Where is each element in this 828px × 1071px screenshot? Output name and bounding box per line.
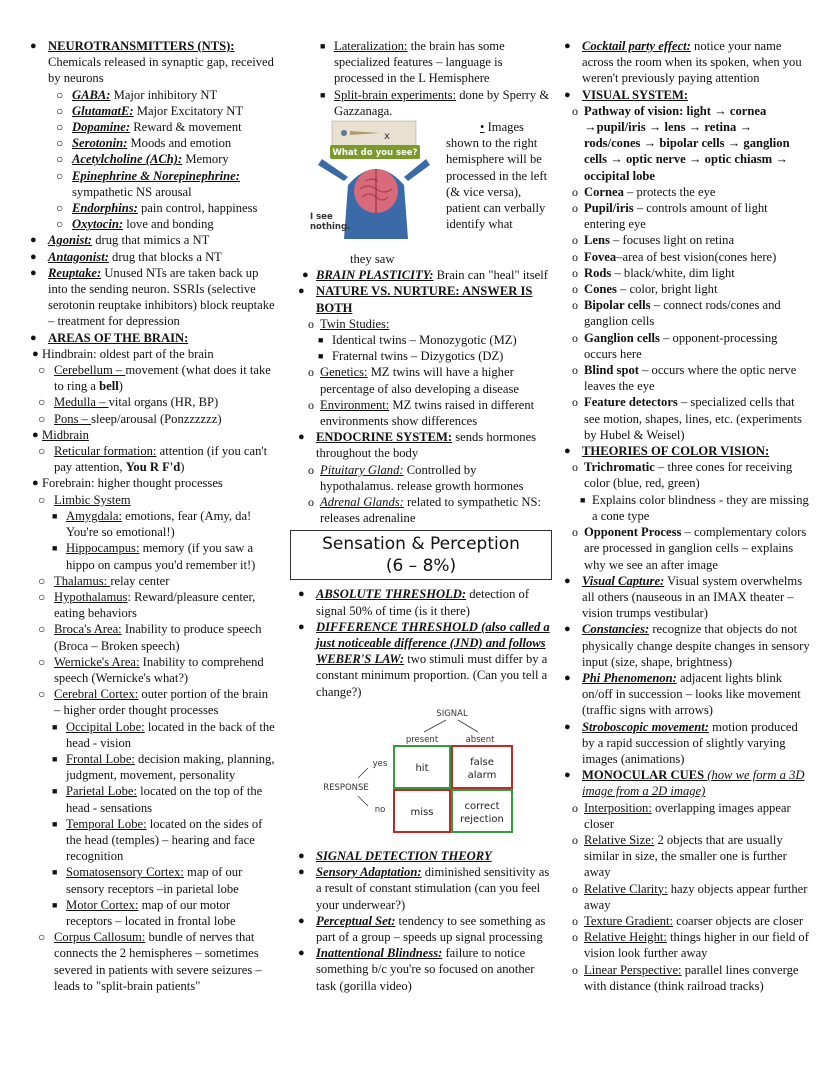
circle-bullet-icon: ○ <box>38 395 46 410</box>
list-item: o Twin Studies: <box>308 316 390 331</box>
list-item: ■ Hippocampus: memory (if you saw a hippo on campus you'd remember it!) <box>52 541 256 572</box>
circle-bullet-icon: o <box>308 316 314 331</box>
list-item: o Texture Gradient: coarser objects are closer <box>572 913 804 928</box>
list-item: o Pituitary Gland: Controlled by hypothalamus. release growth hormones <box>308 462 524 493</box>
bullet-icon: ● <box>298 849 305 862</box>
list-item: o Relative Height: things higher in our field of vision look further away <box>572 930 809 961</box>
circle-bullet-icon: o <box>572 184 578 199</box>
split-brain-illustration <box>308 119 440 247</box>
list-item: ○ Cerebellum – movement (what does it take to ring a bell) <box>38 363 271 394</box>
section-title: Sensation & Perception <box>322 534 520 555</box>
no-label: no <box>374 804 386 815</box>
square-bullet-icon: ■ <box>52 753 58 764</box>
bullet-icon: ● <box>564 769 571 782</box>
list-item: ■ Fraternal twins – Dizygotics (DZ) <box>318 349 504 364</box>
list-item: ● Constancies: recognize that objects do not physically change despite changes in sensory input (size, shape, brightness) <box>564 622 810 669</box>
bullet-icon: ● <box>30 40 37 52</box>
circle-bullet-icon: ○ <box>38 363 46 378</box>
list-item: ● Cocktail party effect: notice your name across the room when its spoken, when you weren't previously paying attention <box>564 39 802 86</box>
circle-bullet-icon: o <box>572 298 578 313</box>
hit-label: hit <box>415 762 429 774</box>
circle-bullet-icon: o <box>572 233 578 248</box>
list-item: ■ Temporal Lobe: located on the sides of the head (temples) – hearing and face recognition <box>52 816 263 864</box>
square-bullet-icon: ■ <box>320 89 326 100</box>
circle-bullet-icon: ○ <box>56 120 64 135</box>
list-item: ● Sensory Adaptation: diminished sensitivity as a result of constant stimulation (can you feel your underwear?) <box>298 865 550 912</box>
correct-rejection-label-1: correct <box>464 800 500 812</box>
bullet-icon: ● <box>30 266 37 279</box>
circle-bullet-icon: ○ <box>38 687 46 702</box>
list-item: ○ Corpus Callosum: bundle of nerves that connects the 2 hemispheres – sometimes severed in patients with severe seizures – leads to "split-brain patients" <box>38 930 262 993</box>
svg-text:What do you see?: What do you see? <box>332 148 418 159</box>
false-alarm-label-2: alarm <box>467 769 497 781</box>
circle-bullet-icon: o <box>572 832 578 847</box>
svg-text:x: x <box>384 131 390 143</box>
list-item: ● Antagonist: drug that blocks a NT <box>30 249 222 264</box>
list-item: ○ Thalamus: relay center <box>38 573 170 588</box>
bullet-icon: ● <box>32 347 39 360</box>
list-item: ○ GABA: Major inhibitory NT <box>56 87 218 102</box>
list-item: ○ Acetylcholine (ACh): Memory <box>56 152 229 167</box>
list-item: ○ Pons – sleep/arousal (Ponzzzzzz) <box>38 411 222 426</box>
list-item: ● Forebrain: higher thought processes <box>32 476 223 491</box>
circle-bullet-icon: ○ <box>56 103 64 118</box>
square-bullet-icon: ■ <box>52 867 58 878</box>
bullet-icon: ● <box>564 623 571 636</box>
bullet-icon: ● <box>564 40 571 52</box>
list-item: ○ Reticular formation: attention (if you can't pay attention, You R F'd) <box>38 444 268 475</box>
list-item: o Fovea–area of best vision(cones here) <box>572 249 777 264</box>
circle-bullet-icon: o <box>572 460 578 475</box>
list-item: ● SIGNAL DETECTION THEORY <box>298 848 492 863</box>
list-item: ● AREAS OF THE BRAIN: <box>30 330 189 345</box>
circle-bullet-icon: ○ <box>38 654 46 669</box>
list-item: ■ Identical twins – Monozygotic (MZ) <box>318 333 517 348</box>
list-item: ○ Wernicke's Area: Inability to comprehend speech (Wernicke's what?) <box>38 654 264 685</box>
list-item: o Interposition: overlapping images appear closer <box>572 800 791 831</box>
list-item: ● ENDOCRINE SYSTEM: sends hormones throughout the body <box>298 430 537 461</box>
signal-label: SIGNAL <box>436 708 468 719</box>
list-item: ● Stroboscopic movement: motion produced by a rapid succession of slightly varying images (animations) <box>564 719 798 766</box>
circle-bullet-icon: o <box>572 249 578 264</box>
bullet-icon: ● <box>564 671 571 684</box>
bullet-icon: ● <box>564 88 571 101</box>
list-item: o Rods – black/white, dim light <box>572 265 735 280</box>
list-item: ● BRAIN PLASTICITY: Brain can "heal" itself <box>302 268 548 283</box>
circle-bullet-icon: o <box>308 495 314 510</box>
circle-bullet-icon: ○ <box>38 444 46 459</box>
circle-bullet-icon: ○ <box>56 152 64 167</box>
circle-bullet-icon: o <box>572 525 578 540</box>
false-alarm-label-1: false <box>470 756 494 768</box>
list-item: ■ Amygdala: emotions, fear (Amy, da! You're so emotional!) <box>52 508 252 540</box>
list-item: ● DIFFERENCE THRESHOLD (also called a just noticeable difference (JND) and follows WEBER'S LAW: two stimuli must differ by a constant minimum proportion. (Can you tell a change?) <box>298 619 550 699</box>
square-bullet-icon: ■ <box>52 721 58 732</box>
circle-bullet-icon: ○ <box>38 589 46 604</box>
list-item: ○ Endorphins: pain control, happiness <box>56 201 258 216</box>
bullet-icon: ● <box>302 269 309 282</box>
square-bullet-icon: ■ <box>52 818 58 829</box>
circle-bullet-icon: o <box>572 201 578 216</box>
list-item: o Adrenal Glands: related to sympathetic NS: releases adrenaline <box>308 495 541 526</box>
svg-text:nothing.: nothing. <box>310 222 351 233</box>
list-item: ■ Motor Cortex: map of our motor receptors – located in frontal lobe <box>52 897 236 928</box>
list-item: o Lens – focuses light on retina <box>572 233 735 248</box>
circle-bullet-icon: ○ <box>56 87 64 102</box>
list-item: ○ Serotonin: Moods and emotion <box>56 136 232 151</box>
circle-bullet-icon: ○ <box>56 168 64 183</box>
list-item: o Ganglion cells – opponent-processing occurs here <box>572 330 778 361</box>
list-item: ○ Medulla – vital organs (HR, BP) <box>38 395 219 410</box>
bullet-icon: ● <box>564 445 571 458</box>
square-bullet-icon: ■ <box>318 335 324 346</box>
column-3 <box>562 38 810 994</box>
circle-bullet-icon: ○ <box>38 411 46 426</box>
list-item: ■ Parietal Lobe: located on the top of the head - sensations <box>52 784 263 815</box>
list-item: ● NEUROTRANSMITTERS (NTS): Chemicals released in synaptic gap, received by neurons <box>30 39 274 86</box>
list-item: ■ Frontal Lobe: decision making, planning, judgment, movement, personality <box>52 751 275 783</box>
bullet-icon: ● <box>30 234 37 247</box>
bullet-icon: ● <box>30 331 37 344</box>
column-1 <box>28 38 276 994</box>
response-label: RESPONSE <box>323 782 369 793</box>
circle-bullet-icon: ○ <box>56 136 64 151</box>
circle-bullet-icon: o <box>572 265 578 280</box>
list-item: ○ Oxytocin: love and bonding <box>56 217 214 232</box>
column-2 <box>296 38 552 994</box>
circle-bullet-icon: o <box>572 282 578 297</box>
signal-detection-matrix <box>296 700 552 848</box>
circle-bullet-icon: o <box>572 330 578 345</box>
list-item: ○ Epinephrine & Norepinephrine: sympathetic NS arousal <box>56 168 240 199</box>
bullet-icon: ● <box>298 914 305 927</box>
list-item: o Blind spot – occurs where the optic nerve leaves the eye <box>572 363 797 394</box>
bullet-icon: ● <box>298 947 305 960</box>
list-item: ○ Cerebral Cortex: outer portion of the brain – higher order thought processes <box>38 687 269 718</box>
list-item: ● Inattentional Blindness: failure to notice something b/c you're so focused on another task (gorilla video) <box>298 946 535 993</box>
list-item: o Linear Perspective: parallel lines converge with distance (think railroad tracks) <box>572 962 799 993</box>
correct-rejection-label-2: rejection <box>460 813 504 825</box>
list-item: ● Hindbrain: oldest part of the brain <box>32 346 214 361</box>
list-item: o Pupil/iris – controls amount of light entering eye <box>572 201 768 232</box>
section-percent: (6 – 8%) <box>385 556 457 577</box>
absent-label: absent <box>465 734 495 745</box>
list-item: ■ Explains color blindness - they are missing a cone type <box>580 492 809 523</box>
list-item: o Relative Size: 2 objects that are usually similar in size, the smaller one is further away <box>572 832 787 880</box>
circle-bullet-icon: o <box>572 103 578 118</box>
yes-label: yes <box>372 758 388 769</box>
list-item: o Opponent Process – complementary colors are processed in ganglion cells – explains why we see an after image <box>572 525 807 572</box>
list-item: ● Phi Phenomenon: adjacent lights blink on/off in succession – looks like movement (traffic signs with arrows) <box>564 670 801 718</box>
list-item: ● Reuptake: Unused NTs are taken back up into the sending neuron. SSRIs (selective serotonin reuptake inhibitors) block reuptake – treatment for depression <box>30 265 275 329</box>
circle-bullet-icon: ○ <box>38 930 46 945</box>
circle-bullet-icon: o <box>572 800 578 815</box>
list-item: ■ Occipital Lobe: located in the back of the head - vision <box>52 719 275 750</box>
signal-arrow-right <box>458 720 478 732</box>
bullet-icon: ● <box>30 250 37 263</box>
bullet-icon: ● <box>298 620 305 633</box>
bullet-icon: ● <box>298 866 305 879</box>
list-item: ● Midbrain <box>32 427 89 442</box>
list-item: ● NATURE VS. NURTURE: ANSWER IS BOTH <box>298 284 533 315</box>
bullet-icon: ● <box>564 574 571 587</box>
circle-bullet-icon: ○ <box>56 217 64 232</box>
circle-bullet-icon: ○ <box>38 492 46 507</box>
miss-label: miss <box>410 806 434 818</box>
list-item: ○ Broca's Area: Inability to produce speech (Broca – Broken speech) <box>38 622 262 653</box>
list-item: o Relative Clarity: hazy objects appear further away <box>572 881 808 912</box>
bullet-icon: ● <box>298 285 305 298</box>
circle-bullet-icon: o <box>308 365 314 380</box>
list-item: ● MONOCULAR CUES (how we form a 3D image from a 2D image) <box>564 768 805 799</box>
list-item: ○ Hypothalamus: Reward/pleasure center, eating behaviors <box>38 589 256 621</box>
circle-bullet-icon: o <box>308 462 314 477</box>
square-bullet-icon: ■ <box>320 41 326 51</box>
square-bullet-icon: ■ <box>580 494 586 505</box>
list-item: o Trichromatic – three cones for receiving color (blue, red, green) <box>572 460 793 491</box>
circle-bullet-icon: o <box>572 913 578 928</box>
circle-bullet-icon: o <box>572 962 578 977</box>
square-bullet-icon: ■ <box>52 899 58 910</box>
list-item: o Feature detectors – specialized cells that see motion, shapes, lines, etc. (experiments by Hubel & Weisel) <box>572 395 802 442</box>
list-item: ■ Split-brain experiments: done by Sperry & Gazzanaga. <box>320 87 550 118</box>
list-item: ● THEORIES OF COLOR VISION: <box>564 444 770 459</box>
images-note: • Images shown to the right hemisphere will be processed in the left (& vice versa), patient can verbally identify what <box>446 120 548 232</box>
list-item: ○ Dopamine: Reward & movement <box>56 120 242 135</box>
circle-bullet-icon: o <box>572 395 578 410</box>
square-bullet-icon: ■ <box>318 351 324 362</box>
section-title-box <box>290 530 552 580</box>
circle-bullet-icon: o <box>572 930 578 945</box>
circle-bullet-icon: ○ <box>38 573 46 588</box>
list-item: o Cones – color, bright light <box>572 282 718 297</box>
circle-bullet-icon: ○ <box>56 201 64 216</box>
signal-detection-diagram <box>296 700 552 848</box>
bullet-icon: • <box>480 120 485 135</box>
list-item: ○ Limbic System <box>38 492 131 507</box>
square-bullet-icon: ■ <box>52 543 58 554</box>
images-tail: they saw <box>350 252 395 267</box>
bullet-icon: ● <box>32 477 39 490</box>
list-item: ● Agonist: drug that mimics a NT <box>30 233 210 248</box>
list-item: ● Perceptual Set: tendency to see something as part of a group – speeds up signal processing <box>298 913 546 944</box>
list-item: o Cornea – protects the eye <box>572 184 716 199</box>
square-bullet-icon: ■ <box>52 786 58 797</box>
circle-bullet-icon: ○ <box>38 622 46 637</box>
circle-bullet-icon: o <box>572 363 578 378</box>
list-item: o Environment: MZ twins raised in different environments show differences <box>308 397 535 429</box>
bullet-icon: ● <box>298 588 305 601</box>
svg-text:I see: I see <box>310 212 333 223</box>
circle-bullet-icon: o <box>572 881 578 896</box>
list-item: ● VISUAL SYSTEM: <box>564 87 689 102</box>
split-brain-figure <box>296 119 552 251</box>
list-item: ○ GlutamatE: Major Excitatory NT <box>56 103 244 118</box>
list-item: ● ABSOLUTE THRESHOLD: detection of signal 50% of time (is it there) <box>298 587 530 618</box>
list-item: o Bipolar cells – connect rods/cones and ganglion cells <box>572 298 781 329</box>
response-arrow-down <box>358 796 368 806</box>
signal-arrow-left <box>424 720 446 732</box>
bullet-icon: ● <box>298 431 305 444</box>
list-item: ● Visual Capture: Visual system overwhelms all others (nauseous in an IMAX theater – vision trumps vestibular) <box>564 573 803 621</box>
circle-bullet-icon: o <box>308 397 314 412</box>
square-bullet-icon: ■ <box>52 510 58 521</box>
bullet-icon: ● <box>564 720 571 733</box>
list-item: o Genetics: MZ twins will have a higher percentage of also developing a disease <box>308 365 519 396</box>
list-item: o Pathway of vision: light → cornea →pupil/iris → lens → retina → rods/cones → bipolar cells → ganglion cells → optic nerve → optic chiasm → occipital lobe <box>572 103 790 183</box>
response-arrow-up <box>358 768 368 778</box>
list-item: ■ Somatosensory Cortex: map of our sensory receptors –in parietal lobe <box>52 865 243 896</box>
present-label: present <box>405 734 439 745</box>
list-item: ■ Lateralization: the brain has some specialized features – language is processed in the L Hemisphere <box>320 39 505 86</box>
bullet-icon: ● <box>32 428 39 441</box>
